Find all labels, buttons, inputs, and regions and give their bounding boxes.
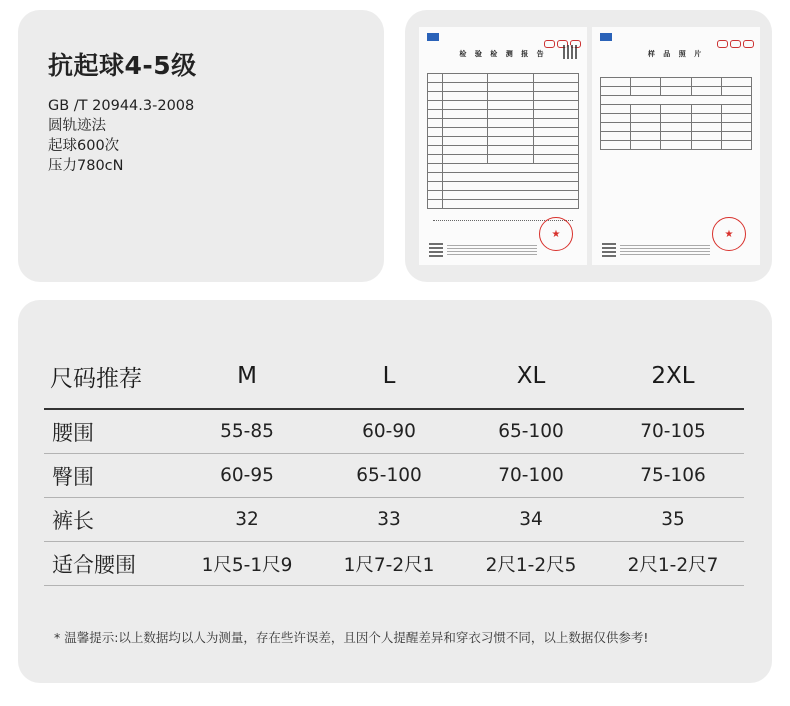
row-label-waist: 腰围 [44, 409, 176, 454]
table-row [44, 454, 744, 498]
row-label-length: 裤长 [44, 498, 176, 542]
test-report-image [419, 27, 587, 265]
table-cell: 1尺5-1尺9 [176, 542, 318, 586]
pilling-cycles: 起球600次 [48, 138, 120, 154]
report-table [427, 73, 579, 209]
size-header-xl: XL [460, 344, 602, 409]
pilling-method: 圆轨迹法 [48, 118, 106, 134]
table-cell: 70-100 [460, 454, 602, 498]
sample-table [600, 77, 752, 150]
table-cell: 2尺1-2尺7 [602, 542, 744, 586]
table-cell: 75-106 [602, 454, 744, 498]
certificate-card [405, 10, 772, 282]
table-row [44, 409, 744, 454]
table-cell: 60-95 [176, 454, 318, 498]
report-title: 检 验 检 测 报 告 [459, 50, 547, 58]
row-label-hip: 臀围 [44, 454, 176, 498]
measurement-note: * 温馨提示:以上数据均以人为测量，存在些许误差，且因个人提醒差异和穿衣习惯不同，以上数据仅供参考! [54, 630, 649, 645]
footer-text-lines [447, 245, 537, 255]
table-row [44, 498, 744, 542]
table-cell: 32 [176, 498, 318, 542]
table-cell: 35 [602, 498, 744, 542]
lab-logo [600, 33, 612, 41]
footer-qr-icon [602, 243, 616, 257]
size-table-corner: 尺码推荐 [44, 344, 176, 409]
pilling-details [48, 96, 194, 176]
size-chart-card [18, 300, 772, 683]
size-header-row [44, 344, 744, 409]
table-cell: 1尺7-2尺1 [318, 542, 460, 586]
footer-text-lines [620, 245, 710, 255]
pilling-grade-title: 抗起球4-5级 [48, 51, 197, 80]
official-seal-icon: ★ [712, 217, 746, 251]
size-header-l: L [318, 344, 460, 409]
pilling-pressure: 压力780cN [48, 158, 124, 174]
size-header-m: M [176, 344, 318, 409]
table-cell: 70-105 [602, 409, 744, 454]
sample-photo-page-image [592, 27, 760, 265]
pilling-standard: GB /T 20944.3-2008 [48, 98, 195, 114]
footer-qr-icon [429, 243, 443, 257]
table-cell: 55-85 [176, 409, 318, 454]
table-cell: 65-100 [318, 454, 460, 498]
table-cell: 2尺1-2尺5 [460, 542, 602, 586]
table-row [44, 542, 744, 586]
table-cell: 34 [460, 498, 602, 542]
lab-logo [427, 33, 439, 41]
size-header-2xl: 2XL [602, 344, 744, 409]
official-seal-icon: ★ [539, 217, 573, 251]
row-label-fit-waist: 适合腰围 [44, 542, 176, 586]
table-cell: 60-90 [318, 409, 460, 454]
sample-page-title: 样 品 照 片 [647, 50, 705, 58]
pilling-info-card [18, 10, 384, 282]
size-table [44, 344, 744, 586]
table-cell: 65-100 [460, 409, 602, 454]
table-cell: 33 [318, 498, 460, 542]
